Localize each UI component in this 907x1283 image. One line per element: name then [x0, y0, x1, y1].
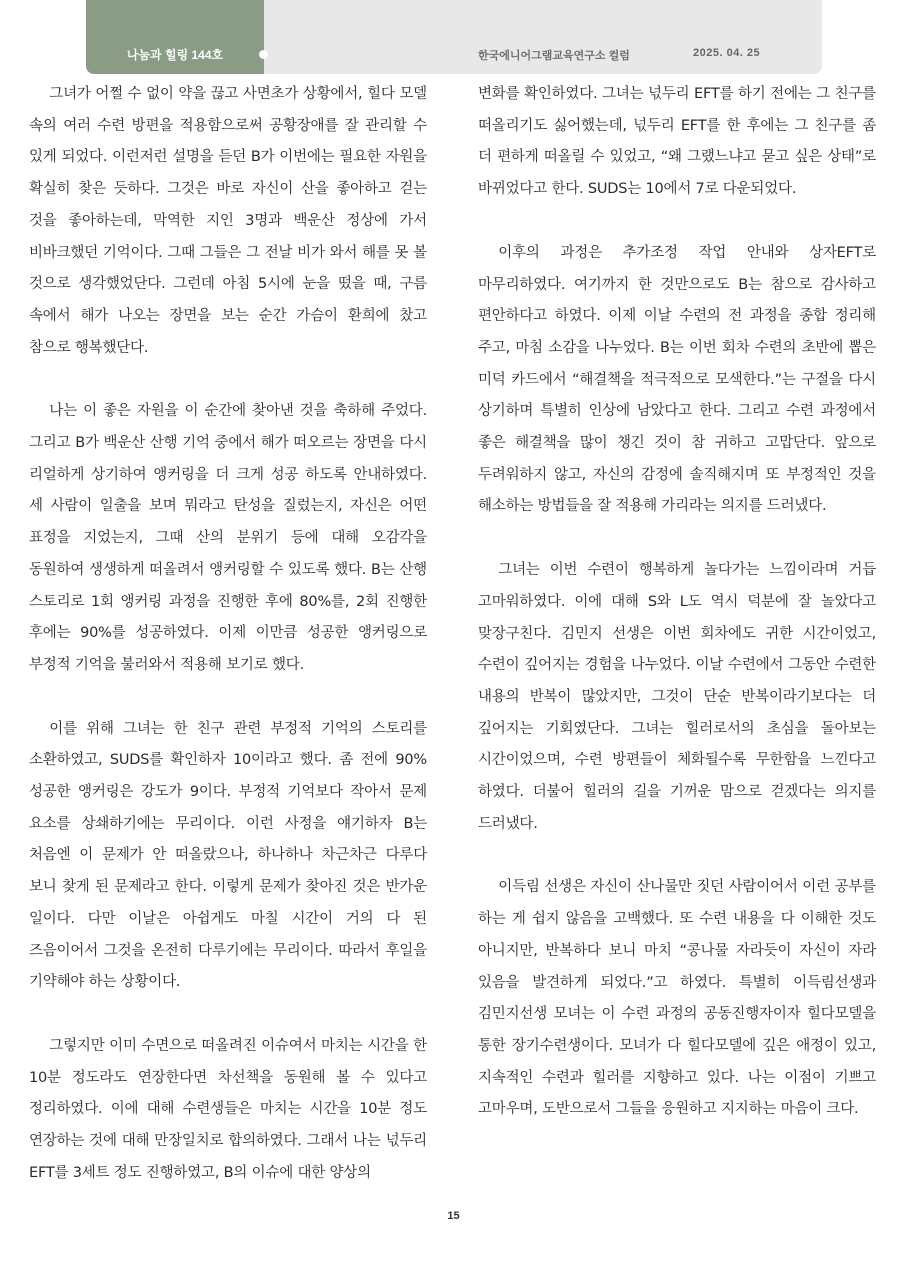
paragraph: 변화를 확인하였다. 그녀는 넋두리 EFT를 하기 전에는 그 친구를 떠올리기도 싫어했는데, 넋두리 EFT를 한 후에는 그 친구를 좀 더 편하게 떠올릴 수 있었고, “왜 그랬느냐고 묻고 싶은 상태”로 바뀌었다고 한다. SUDS는 10에서 7로 다운되었다.	[478, 86, 876, 198]
right-column	[478, 79, 876, 1126]
issue-label: 나눔과 힐링 144호	[126, 48, 224, 62]
paragraph: 그렇지만 이미 수면으로 떠올려진 이슈여서 마치는 시간을 한 10분 정도라도 연장한다면 차선책을 동원해 볼 수 있다고 정리하였다. 이에 대해 수련생들은 마치는 시간을 10분 정도 연장하는 것에 대해 만장일치로 합의하였다. 그래서 나는 넋두리 EFT를 3세트 정도 진행하였고, B의 이슈에 대한 양상의	[29, 1037, 427, 1181]
date-label: 2025. 04. 25	[693, 47, 761, 59]
paragraph: 이후의 과정은 추가조정 작업 안내와 상자EFT로 마무리하였다. 여기까지 한 것만으로도 B는 참으로 감사하고 편안하다고 하였다. 이제 이날 수련의 전 과정을 종합 정리해 주고, 마침 소감을 나누었다. B는 이번 회차 수련의 초반에 뽑은 미덕 카드에서 “해결책을 적극적으로 모색한다.”는 구절을 다시 상기하며 특별히 인상에 남았다고 한다. 그리고 수련 과정에서 좋은 해결책을 많이 챙긴 것이 참 귀하고 고맙단다. 앞으로 두려워하지 않고, 자신의 감정에 솔직해지며 또 부정적인 것을 해소하는 방법들을 잘 적용해 가리라는 의지를 드러냈다.	[478, 244, 876, 515]
paragraph: 그녀가 어쩔 수 없이 약을 끊고 사면초가 상황에서, 힐다 모델 속의 여러 수련 방편을 적용함으로써 공황장애를 잘 관리할 수 있게 되었다. 이런저런 설명을 듣던 B가 이번에는 필요한 자원을 확실히 찾은 듯하다. 그것은 바로 자신이 산을 좋아하고 걷는 것을 좋아하는데, 막역한 지인 3명과 백운산 정상에 가서 비바크했던 기억이다. 그때 그들은 그 전날 비가 와서 해를 못 볼 것으로 생각했었단다. 그런데 아침 5시에 눈을 떴을 때, 구름 속에서 해가 나오는 장면을 보는 순간 가슴이 환희에 찼고 참으로 행복했단다.	[29, 86, 427, 356]
column-label: 한국에니어그램교육연구소 컬럼	[478, 50, 630, 62]
page-number: 15	[447, 1210, 460, 1222]
paragraph: 이를 위해 그녀는 한 친구 관련 부정적 기억의 스토리를 소환하였고, SUDS를 확인하자 10이라고 했다. 좀 전에 90% 성공한 앵커링은 강도가 9이다. 부정적 기억보다 작아서 문제 요소를 상쇄하기에는 무리이다. 이런 사정을 얘기하자 B는 처음엔 이 문제가 안 떠올랐으나, 하나하나 차근차근 다루다 보니 찾게 된 문제라고 한다. 이렇게 문제가 찾아진 것은 반가운 일이다. 다만 이날은 아쉽게도 마칠 시간이 거의 다 된 즈음이어서 그것을 온전히 다루기에는 무리이다. 따라서 후일을 기약해야 하는 상황이다.	[29, 720, 427, 991]
paragraph: 나는 이 좋은 자원을 이 순간에 찾아낸 것을 축하해 주었다. 그리고 B가 백운산 산행 기억 중에서 해가 떠오르는 장면을 다시 리얼하게 상기하여 앵커링을 더 크게 성공 하도록 안내하였다. 세 사람이 일출을 보며 뭐라고 탄성을 질렀는지, 자신은 어떤 표정을 지었는지, 그때 산의 분위기 등에 대해 오감각을 동원하여 생생하게 떠올려서 앵커링할 수 있도록 했다. B는 산행 스토리로 1회 앵커링 과정을 진행한 후에 80%를, 2회 진행한 후에는 90%를 성공하였다. 이제 이만큼 성공한 앵커링으로 부정적 기억을 불러와서 적용해 보기로 했다.	[29, 403, 427, 673]
paragraph: 그녀는 이번 수련이 행복하게 놀다가는 느낌이라며 거듭 고마워하였다. 이에 대해 S와 L도 역시 덕분에 잘 놀았다고 맞장구친다. 김민지 선생은 이번 회차에도 귀한 시간이었고, 수련이 깊어지는 경험을 나누었다. 이날 수련에서 그동안 수련한 내용의 반복이 많았지만, 그것이 단순 반복이라기보다는 더 깊어지는 기회였단다. 그녀는 힐러로서의 초심을 돌아보는 시간이었으며, 수련 방편들이 체화될수록 무한함을 느낀다고 하였다. 더불어 힐러의 길을 기꺼운 맘으로 걷겠다는 의지를 드러냈다.	[478, 562, 876, 832]
left-column	[29, 79, 427, 1190]
paragraph: 이득림 선생은 자신이 산나물만 짓던 사람이어서 이런 공부를 하는 게 쉽지 않음을 고백했다. 또 수련 내용을 다 이해한 것도 아니지만, 반복하다 보니 마치 “콩나물 자라듯이 자신이 자라 있음을 발견하게 되었다.”고 하였다. 특별히 이득림선생과 김민지선생 모녀는 이 수련 과정의 공동진행자이자 힐다모델을 통한 장기수련생이다. 모녀가 다 힐다모델에 깊은 애정이 있고, 지속적인 수련과 힐러를 지향하고 있다. 나는 이점이 기쁘고 고마우며, 도반으로서 그들을 응원하고 지지하는 마음이 크다.	[478, 879, 876, 1118]
